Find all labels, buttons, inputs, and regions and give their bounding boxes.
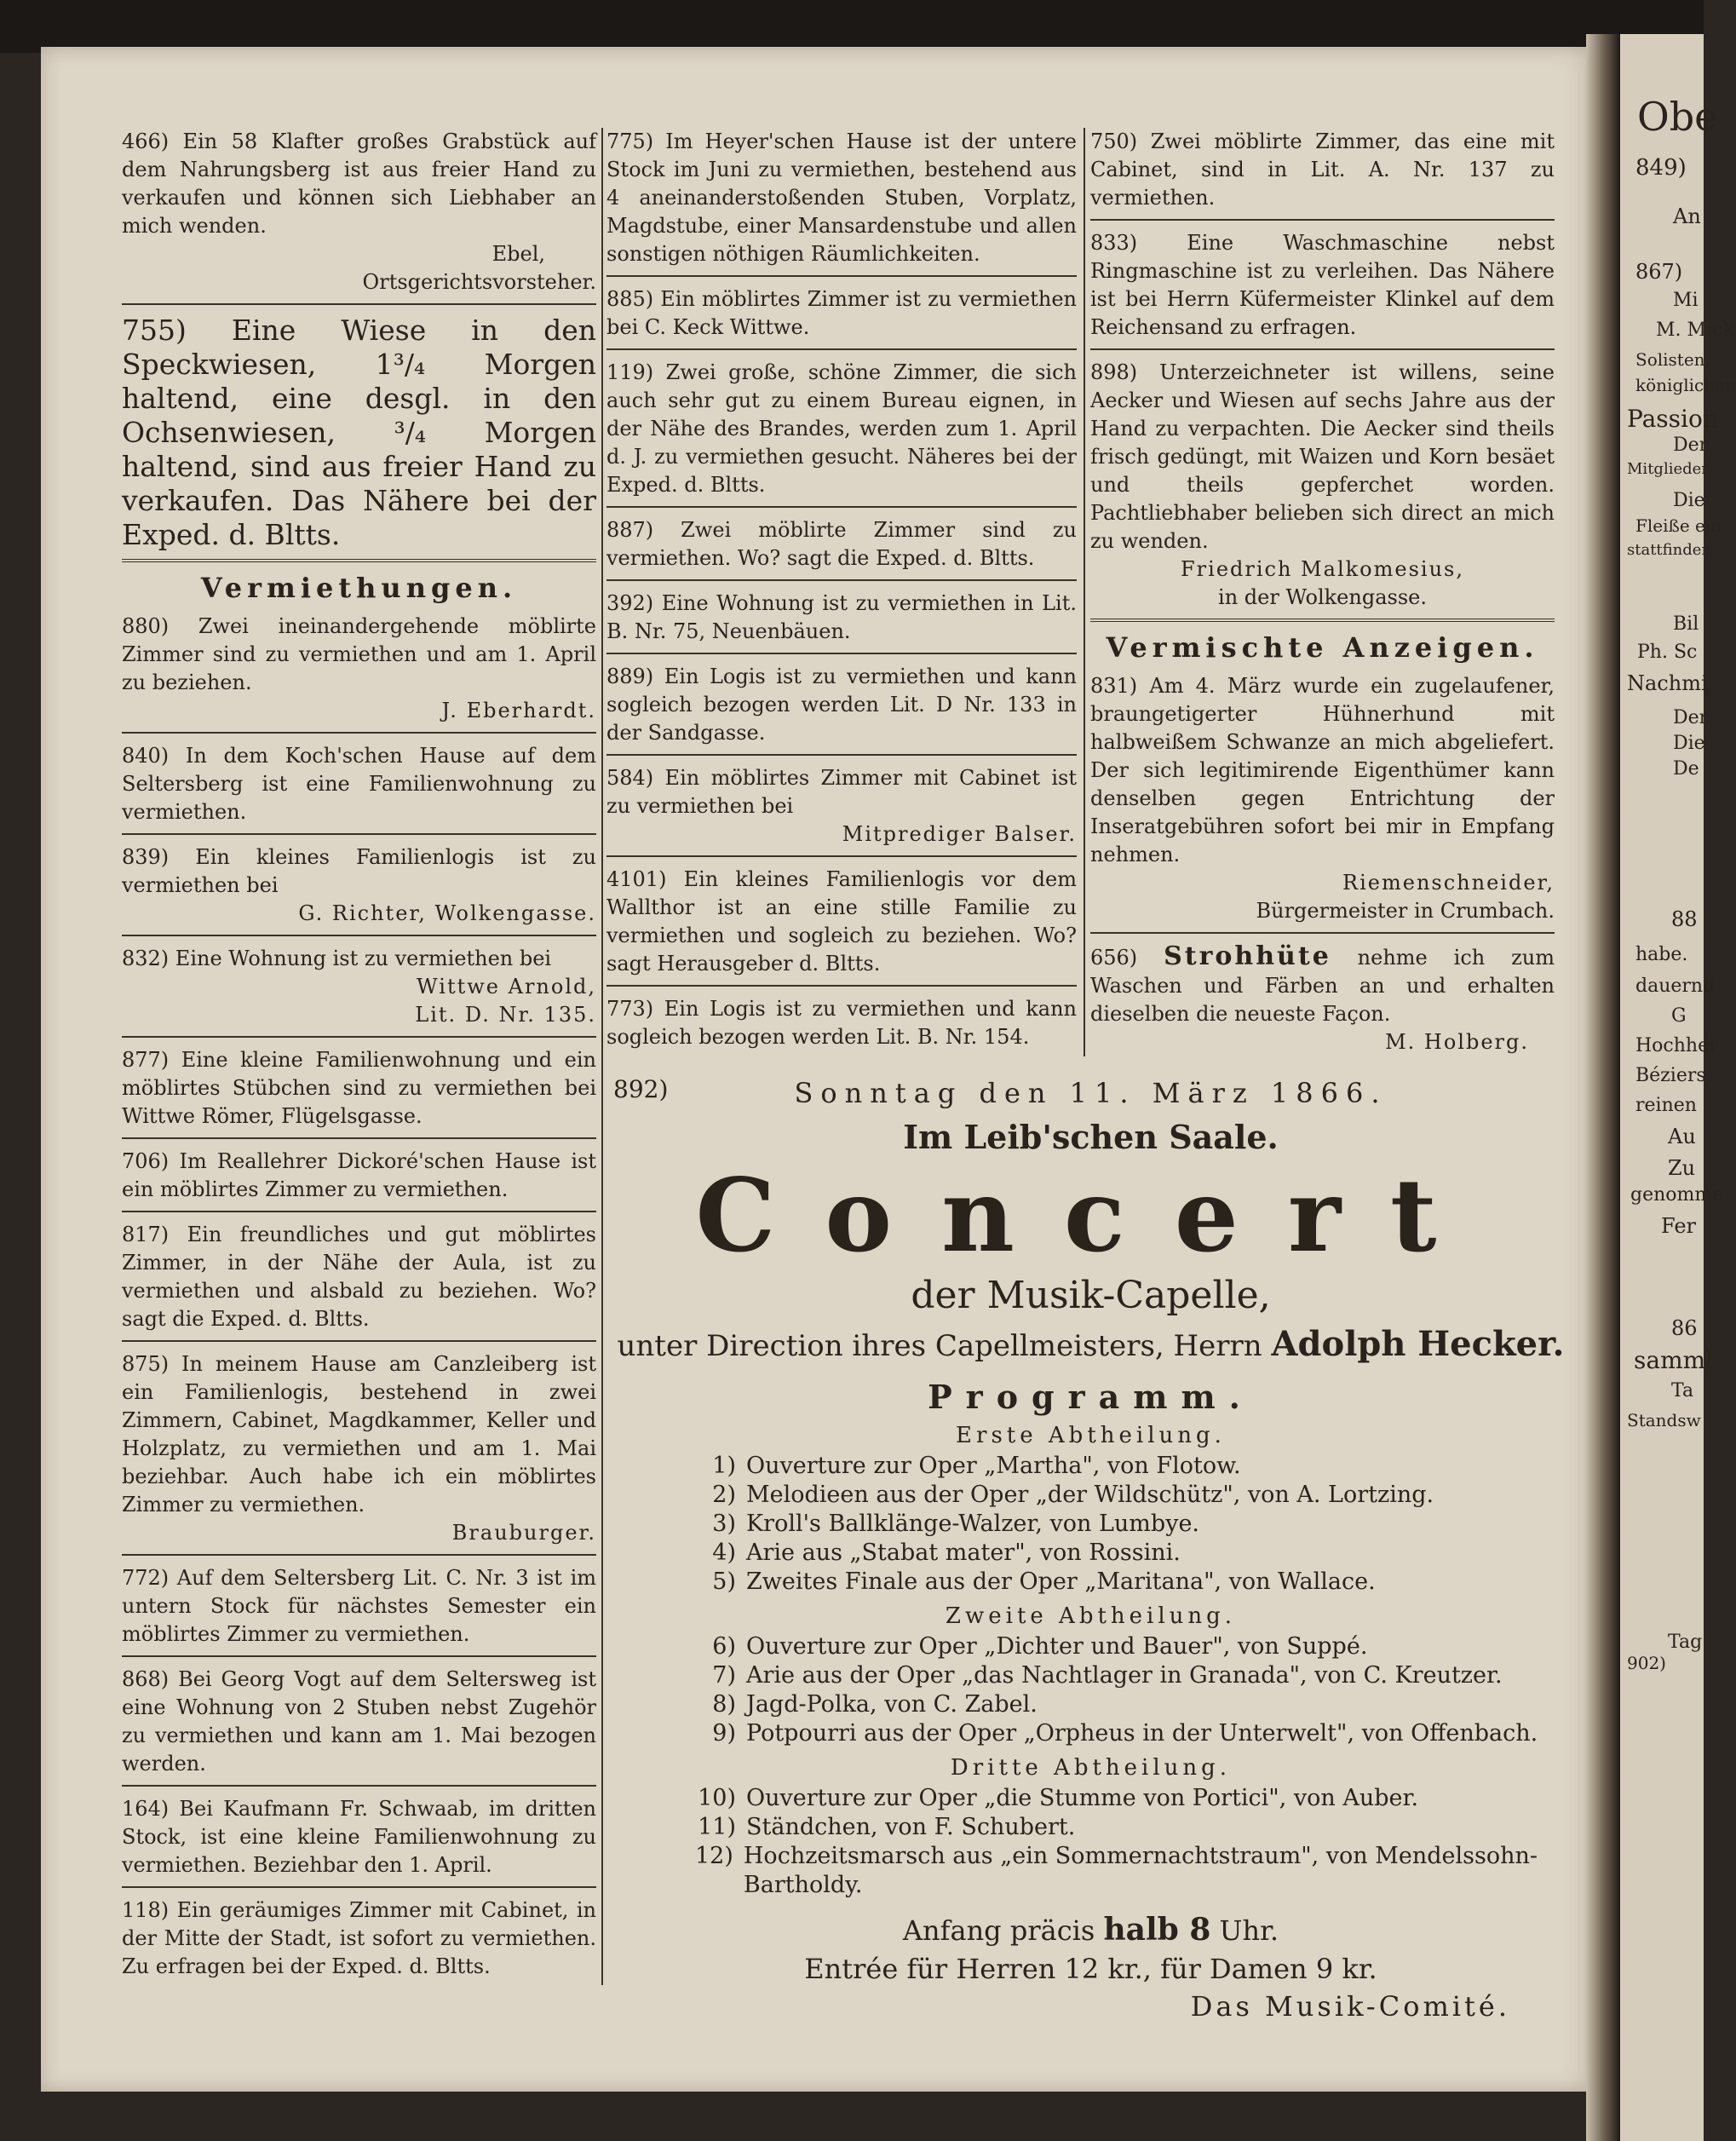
next-page-text: M. Mick	[1656, 319, 1734, 341]
program-item-title: Kroll's Ballklänge-Walzer, von Lumbye.	[746, 1511, 1200, 1537]
program-item-title: Jagd-Polka, von C. Zabel.	[746, 1691, 1038, 1718]
program-items	[612, 1784, 1570, 1900]
program-section-heading: Dritte Abtheilung.	[950, 1755, 1232, 1781]
divider	[606, 579, 1077, 581]
next-page-text: 867)	[1635, 260, 1683, 284]
ad-signature-title: Ortsgerichtsvorsteher.	[362, 270, 596, 294]
program-item-title: Arie aus der Oper „das Nachtlager in Granada", von C. Kreutzer.	[746, 1662, 1503, 1689]
ad-text: 772) Auf dem Seltersberg Lit. C. Nr. 3 ist im untern Stock für nächstes Semester ein möblirtes Zimmer zu vermiethen.	[122, 1566, 596, 1646]
ad-877	[122, 1046, 596, 1131]
program-item-number: 12)	[695, 1843, 733, 1869]
program-items	[612, 1632, 1570, 1748]
ad-text: 868) Bei Georg Vogt auf dem Seltersweg ist eine Wohnung von 2 Stuben nebst Zugehör zu vermiethen und kann am 1. Mai bezogen werden.	[122, 1667, 596, 1776]
ad-text: 840) In dem Koch'schen Hause auf dem Seltersberg ist eine Familienwohnung zu vermiethen.	[122, 744, 596, 824]
program-items	[612, 1452, 1570, 1597]
next-page-text: G	[1671, 1005, 1687, 1027]
ad-text: 773) Ein Logis ist zu vermiethen und kann sogleich bezogen werden Lit. B. Nr. 154.	[606, 997, 1077, 1049]
next-page-text: Die	[1673, 733, 1705, 754]
divider	[122, 303, 596, 305]
program-item	[695, 1632, 1570, 1661]
ad-880	[122, 613, 596, 725]
ad-868	[122, 1666, 596, 1778]
divider	[1090, 219, 1555, 221]
divider	[1090, 619, 1555, 622]
divider	[606, 985, 1077, 987]
divider	[606, 653, 1077, 654]
next-page-text: 849)	[1635, 155, 1687, 181]
ad-817	[122, 1221, 596, 1333]
ad-773	[606, 995, 1077, 1051]
divider	[122, 1655, 596, 1657]
column-3	[1090, 128, 1555, 1060]
ad-signature: M. Holberg.	[1385, 1030, 1529, 1054]
program-item	[695, 1510, 1570, 1539]
ad-118	[122, 1896, 596, 1981]
ad-text: 880) Zwei ineinandergehende möblirte Zimmer sind zu vermiethen und am 1. April zu beziehen.	[122, 614, 596, 694]
ad-4101	[606, 866, 1077, 978]
divider	[122, 1340, 596, 1342]
next-page-text: Nachmi	[1627, 671, 1708, 695]
divider	[606, 275, 1077, 277]
ad-833	[1090, 229, 1555, 342]
conductor-name: Adolph Hecker.	[1271, 1324, 1565, 1364]
ad-839	[122, 843, 596, 928]
ad-text: 755) Eine Wiese in den Speckwiesen, 1³/₄ Morgen haltend, eine desgl. in den Ochsenwiesen, ³/₄ Morgen haltend, sind aus freier Hand zu verkaufen. Das Nähere bei der Exped. d. Bltts.	[122, 314, 596, 551]
ad-832	[122, 945, 596, 1029]
next-page-text: Zu	[1668, 1156, 1696, 1180]
concert-date: Sonntag den 11. März 1866.	[794, 1077, 1388, 1109]
ad-text: 898) Unterzeichneter ist willens, seine Aecker und Wiesen auf sechs Jahre aus der Hand zu verpachten. Die Aecker sind theils frisch gedüngt, mit Waizen und Korn besäet und theils gepferchet worden. Pachtliebhaber belieben sich direct an mich zu wenden.	[1090, 360, 1555, 553]
divider	[122, 935, 596, 936]
divider	[606, 754, 1077, 756]
next-page-text: königlichen	[1635, 375, 1736, 395]
next-page-text: Ph. Sc	[1637, 642, 1698, 663]
ad-392	[606, 590, 1077, 646]
ad-signature-title: Bürgermeister in Crumbach.	[1256, 899, 1555, 923]
ad-text: 831) Am 4. März wurde ein zugelaufener, braungetigerter Hühnerhund mit halbweißem Schwanze an mich abgeliefert. Der sich legitimirende Eigenthümer kann denselben gegen Entrichtung der Inseratgebühren sofort bei mir in Empfang nehmen.	[1090, 674, 1555, 866]
ad-signature: Mitprediger Balser.	[842, 822, 1077, 846]
program-item-title: Ouverture zur Oper „Dichter und Bauer", von Suppé.	[746, 1633, 1368, 1660]
next-page-text: Mi	[1673, 290, 1699, 311]
next-page-text: 86	[1671, 1316, 1698, 1340]
program-item-title: Potpourri aus der Oper „Orpheus in der Unterwelt", von Offenbach.	[746, 1720, 1538, 1747]
ad-889	[606, 663, 1077, 747]
divider	[122, 1137, 596, 1139]
program-item-number: 11)	[698, 1814, 736, 1840]
ad-body: nehme ich zum Waschen und Färben an und erhalten dieselben die neueste Façon.	[1090, 946, 1555, 1026]
next-page-text: An	[1673, 204, 1701, 228]
next-page-text: dauernd	[1635, 976, 1716, 997]
next-page-text: Ta	[1671, 1380, 1694, 1401]
program-item	[695, 1481, 1570, 1510]
ad-text: 775) Im Heyer'schen Hause ist der untere Stock im Juni zu vermiethen, bestehend aus 4 aneinanderstoßenden Stuben, Vorplatz, Magdstube, einer Mansardenstube und allen sonstigen nöthigen Räumlichkeiten.	[606, 129, 1077, 266]
ad-text: 119) Zwei große, schöne Zimmer, die sich auch sehr gut zu einem Bureau eignen, in der Nähe des Brandes, werden zum 1. April d. J. zu vermiethen gesucht. Näheres bei der Exped. d. Bltts.	[606, 360, 1077, 497]
next-page-text: Passion	[1627, 405, 1718, 433]
divider	[122, 1036, 596, 1038]
next-page-text: Fer	[1661, 1214, 1697, 1238]
ad-signature-address: Lit. D. Nr. 135.	[415, 1003, 596, 1027]
program-item-number: 9)	[712, 1720, 736, 1747]
next-page-text: Standsw	[1627, 1410, 1701, 1430]
program-item	[695, 1452, 1570, 1481]
program-item-number: 1)	[712, 1453, 736, 1479]
program-item	[695, 1539, 1570, 1568]
next-page-text: habe.	[1635, 944, 1688, 965]
ad-text: 832) Eine Wohnung ist zu vermiethen bei	[122, 947, 552, 970]
ad-755	[122, 314, 596, 552]
entry-prices: Entrée für Herren 12 kr., für Damen 9 kr.	[804, 1953, 1377, 1985]
program-section-heading: Erste Abtheilung.	[956, 1423, 1226, 1448]
scan-border-top	[0, 0, 1704, 53]
ad-text: 750) Zwei möblirte Zimmer, das eine mit Cabinet, sind in Lit. A. Nr. 137 zu vermiethen.	[1090, 129, 1555, 210]
ad-text: 889) Ein Logis ist zu vermiethen und kann sogleich bezogen werden Lit. D Nr. 133 in der Sandgasse.	[606, 665, 1077, 745]
ad-text: 466) Ein 58 Klafter großes Grabstück auf dem Nahrungsberg ist aus freier Hand zu verkaufen und können sich Liebhaber an mich wenden.	[122, 129, 596, 238]
ad-signature: Ebel,	[491, 242, 545, 266]
ad-signature-address: in der Wolkengasse.	[1218, 585, 1427, 609]
book-spine	[1586, 34, 1620, 2141]
program-item-title: Hochzeitsmarsch aus „ein Sommernachtstraum", von Mendelssohn-Bartholdy.	[743, 1843, 1538, 1898]
program-item-title: Ouverture zur Oper „die Stumme von Portici", von Auber.	[746, 1785, 1419, 1811]
divider	[606, 348, 1077, 350]
next-page-text: samml	[1634, 1346, 1714, 1374]
next-page-text: Der	[1673, 435, 1709, 456]
ad-466	[122, 128, 596, 296]
program-item-title: Arie aus „Stabat mater", von Rossini.	[746, 1540, 1181, 1566]
next-page-text: Béziers	[1635, 1065, 1706, 1086]
next-page-text: Solisten,	[1635, 349, 1710, 370]
ad-text: 164) Bei Kaufmann Fr. Schwaab, im dritten Stock, ist eine kleine Familienwohnung zu vermiethen. Beziehbar den 1. April.	[122, 1797, 596, 1877]
ad-text: 887) Zwei möblirte Zimmer sind zu vermiethen. Wo? sagt die Exped. d. Bltts.	[606, 518, 1077, 570]
divider	[122, 1211, 596, 1212]
ad-text: 118) Ein geräumiges Zimmer mit Cabinet, in der Mitte der Stadt, ist sofort zu vermiethen. Zu erfragen bei der Exped. d. Bltts.	[122, 1898, 596, 1978]
section-heading-vermiethungen: Vermiethungen.	[200, 572, 518, 604]
next-page-text: Bil	[1673, 613, 1699, 635]
ad-signature: Brauburger.	[451, 1521, 596, 1545]
ad-text	[1090, 942, 1555, 1028]
start-hour: halb 8	[1103, 1912, 1211, 1948]
ad-887	[606, 516, 1077, 573]
concert-title: Concert	[695, 1156, 1486, 1275]
next-page-text: genomme	[1630, 1184, 1724, 1206]
next-page-text: 88	[1671, 907, 1698, 931]
next-page-fragment	[1620, 34, 1736, 2141]
concert-subtitle: der Musik-Capelle,	[911, 1274, 1271, 1317]
program-item-number: 8)	[712, 1691, 736, 1718]
next-page-text: 902)	[1627, 1653, 1666, 1673]
ad-text: 877) Eine kleine Familienwohnung und ein möblirtes Stübchen sind zu vermiethen bei Wittwe Römer, Flügelsgasse.	[122, 1048, 596, 1128]
divider	[122, 1785, 596, 1787]
concert-signature: Das Musik-Comité.	[1190, 1990, 1510, 2023]
ad-750	[1090, 128, 1555, 212]
program-item-title: Melodieen aus der Oper „der Wildschütz", von A. Lortzing.	[746, 1482, 1434, 1508]
divider	[122, 1886, 596, 1888]
program-item	[695, 1690, 1570, 1719]
concert-venue: Im Leib'schen Saale.	[903, 1118, 1279, 1156]
programm-heading: Programm.	[928, 1378, 1254, 1416]
next-page-text: stattfinden	[1627, 541, 1712, 559]
program-item-number: 2)	[712, 1482, 736, 1508]
ad-signature: J. Eberhardt.	[441, 699, 596, 722]
ad-885	[606, 285, 1077, 342]
ad-text: 885) Ein möblirtes Zimmer ist zu vermiethen bei C. Keck Wittwe.	[606, 287, 1077, 339]
column-rule-1	[601, 128, 603, 1985]
program-item	[695, 1661, 1570, 1690]
ad-signature: G. Richter, Wolkengasse.	[298, 901, 596, 925]
program-item-number: 5)	[712, 1568, 736, 1595]
ad-text: 833) Eine Waschmaschine nebst Ringmaschine ist zu verleihen. Das Nähere ist bei Herrn Küfermeister Klinkel auf dem Reichensand zu erfragen.	[1090, 231, 1555, 339]
ad-text: 392) Eine Wohnung ist zu vermiethen in Lit. B. Nr. 75, Neuenbäuen.	[606, 591, 1077, 643]
program-item-number: 3)	[712, 1511, 736, 1537]
ad-keyword: Strohhüte	[1164, 941, 1331, 971]
ad-signature: Riemenschneider,	[1342, 871, 1555, 895]
ad-584	[606, 764, 1077, 849]
program-item	[695, 1784, 1570, 1813]
start-suffix: Uhr.	[1219, 1914, 1279, 1947]
direction-text: unter Direction ihres Capellmeisters, Herrn	[617, 1329, 1262, 1363]
next-page-text: Obe	[1637, 94, 1718, 140]
program-item	[695, 1813, 1570, 1842]
divider	[122, 732, 596, 734]
program-item-title: Zweites Finale aus der Oper „Maritana", von Wallace.	[746, 1568, 1376, 1595]
column-rule-2	[1084, 128, 1085, 1056]
divider	[606, 855, 1077, 857]
concert-announcement	[612, 1075, 1570, 2023]
next-page-text: Hochhei	[1635, 1035, 1716, 1056]
divider	[122, 1554, 596, 1556]
program-item-number: 6)	[712, 1633, 736, 1660]
ad-text: 4101) Ein kleines Familienlogis vor dem Wallthor ist an eine stille Familie zu vermiethen und sogleich zu beziehen. Wo? sagt Herausgeber d. Bltts.	[606, 867, 1077, 976]
next-page-text: Tag	[1668, 1632, 1703, 1653]
ad-text: 584) Ein möblirtes Zimmer mit Cabinet ist zu vermiethen bei	[606, 766, 1077, 818]
program-item-title: Ouverture zur Oper „Martha", von Flotow.	[746, 1453, 1241, 1479]
program-item	[695, 1842, 1570, 1900]
ad-text: 817) Ein freundliches und gut möblirtes Zimmer, in der Nähe der Aula, ist zu vermiethen und alsbald zu beziehen. Wo? sagt die Exped. d. Bltts.	[122, 1223, 596, 1331]
ad-text: 875) In meinem Hause am Canzleiberg ist ein Familienlogis, bestehend in zwei Zimmern, Cabinet, Magdkammer, Keller und Holzplatz, zu vermiethen und am 1. Mai beziehbar. Auch habe ich ein möblirtes Zimmer zu vermiethen.	[122, 1352, 596, 1517]
ad-119	[606, 359, 1077, 499]
ad-signature: Wittwe Arnold,	[417, 975, 596, 999]
divider	[122, 559, 596, 562]
start-prefix: Anfang präcis	[902, 1914, 1095, 1947]
ad-772	[122, 1564, 596, 1649]
divider	[122, 833, 596, 835]
divider	[1090, 932, 1555, 934]
ad-656	[1090, 942, 1555, 1056]
ad-706	[122, 1148, 596, 1204]
divider	[1090, 348, 1555, 350]
next-page-text: Fleiße ein	[1635, 515, 1722, 536]
ad-signature: Friedrich Malkomesius,	[1181, 557, 1464, 581]
program-item-title: Ständchen, von F. Schubert.	[746, 1814, 1076, 1840]
ad-831	[1090, 672, 1555, 925]
program-section-heading: Zweite Abtheilung.	[945, 1603, 1237, 1629]
program-item-number: 7)	[712, 1662, 736, 1689]
ad-775	[606, 128, 1077, 268]
concert-direction	[612, 1324, 1570, 1364]
ad-840	[122, 742, 596, 826]
program-item	[695, 1568, 1570, 1597]
next-page-text: Der	[1673, 707, 1709, 728]
column-2	[606, 128, 1077, 1055]
program-item	[695, 1719, 1570, 1748]
ad-text: 839) Ein kleines Familienlogis ist zu vermiethen bei	[122, 845, 596, 897]
next-page-text: Die	[1673, 490, 1705, 511]
ad-164	[122, 1795, 596, 1879]
column-1	[122, 128, 596, 1984]
divider	[606, 506, 1077, 508]
next-page-text: Mitglieder	[1627, 460, 1709, 478]
program-list	[612, 1423, 1570, 1900]
next-page-text: reinen	[1635, 1095, 1697, 1116]
program-item-number: 10)	[698, 1785, 736, 1811]
ad-number: 892)	[613, 1075, 669, 1103]
ad-875	[122, 1350, 596, 1547]
start-time	[612, 1912, 1570, 1948]
ad-text: 706) Im Reallehrer Dickoré'schen Hause ist ein möblirtes Zimmer zu vermiethen.	[122, 1149, 596, 1201]
program-item-number: 4)	[712, 1540, 736, 1566]
section-heading-vermischte-anzeigen: Vermischte Anzeigen.	[1106, 631, 1539, 664]
ad-number: 656)	[1090, 946, 1138, 970]
next-page-text: De	[1673, 758, 1699, 780]
next-page-text: Au	[1668, 1125, 1696, 1148]
ad-898	[1090, 359, 1555, 612]
